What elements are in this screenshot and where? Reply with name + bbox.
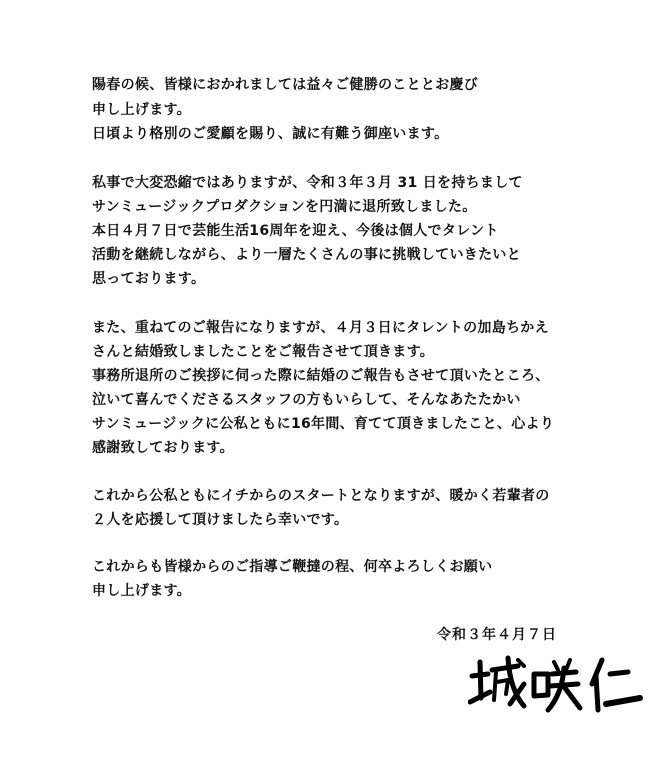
paragraph-4-line-2: ２人を応援して頂けましたら幸いです。: [92, 512, 349, 528]
paragraph-5-line-2: 申し上げます。: [92, 583, 191, 599]
paragraph-2-line-4: 活動を継続しながら、より一層たくさんの事に挑戦していきたいと: [92, 247, 521, 263]
paragraph-2-line-2: サンミュージックプロダクションを円満に退所致しました。: [92, 199, 477, 215]
paragraph-3-line-6: 感謝致しております。: [92, 440, 234, 456]
paragraph-3-line-3: 事務所退所のご挨拶に伺った際に結婚のご報告もさせて頂いたところ、: [92, 368, 550, 384]
paragraph-1-line-1: 陽春の候、皆様におかれましては益々ご健勝のこととお慶び: [92, 77, 479, 93]
paragraph-3-line-5: サンミュージックに公私ともに16年間、育てて頂きましたこと、心より: [92, 416, 555, 432]
paragraph-3-line-4: 泣いて喜んでくださるスタッフの方もいらして、そんなあたたかい: [92, 392, 521, 408]
paragraph-2-line-3: 本日４月７日で芸能生活16周年を迎え、今後は個人でタレント: [92, 223, 499, 239]
paragraph-5-line-1: これからも皆様からのご指導ご鞭撻の程、何卒よろしくお願い: [92, 559, 493, 575]
signature: [468, 654, 644, 716]
paragraph-3-line-2: さんと結婚致しましたことをご報告させて頂きます。: [92, 344, 435, 360]
paragraph-2-line-5: 思っております。: [92, 271, 206, 287]
paragraph-1-line-2: 申し上げます。: [92, 102, 191, 118]
paragraph-3-line-1: また、重ねてのご報告になりますが、４月３日にタレントの加島ちかえ: [92, 320, 549, 336]
letter-date: 令和３年４月７日: [437, 627, 557, 643]
paragraph-1-line-3: 日頃より格別のご愛顧を賜り、誠に有難う御座います。: [92, 126, 449, 142]
paragraph-4-line-1: これから公私ともにイチからのスタートとなりますが、暖かく若輩者の: [92, 488, 550, 504]
paragraph-2-line-1: 私事で大変恐縮ではありますが、令和３年３月 31 日を持ちまして: [92, 175, 523, 191]
